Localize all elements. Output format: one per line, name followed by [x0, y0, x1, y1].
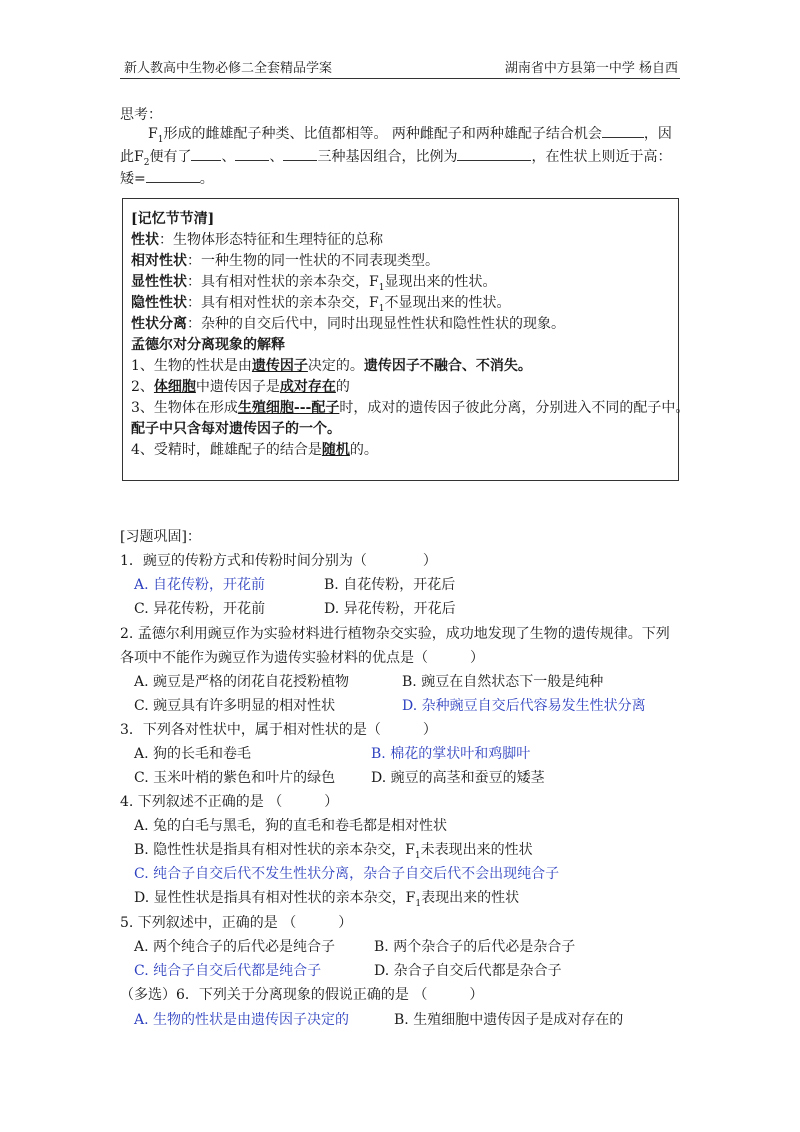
mendel-point-2: 2、体细胞中遗传因子是成对存在的 — [131, 379, 350, 395]
mendel-point-3: 3、生物体在形成生殖细胞---配子时，成对的遗传因子彼此分离，分别进入不同的配子中。 — [131, 400, 690, 416]
question-1: 1．豌豆的传粉方式和传粉时间分别为（ ） — [120, 553, 437, 569]
q2-option-d[interactable]: D. 杂种豌豆自交后代容易发生性状分离 — [402, 698, 646, 714]
think-line-3: 矮= 。 — [120, 167, 214, 188]
think-line-2: 此$F_2$便有了 、 、 三种基因组合，比例为 ，在性状上则近于高： — [120, 145, 671, 168]
question-2-line-2: 各项中不能作为豌豆作为遗传实验材料的优点是（ ） — [120, 650, 484, 666]
blank-5[interactable] — [457, 145, 531, 161]
blank-2[interactable] — [191, 145, 221, 161]
memory-title: [记忆节节清] — [131, 211, 215, 227]
memory-item-segregation: 性状分离：杂种的自交后代中，同时出现显性性状和隐性性状的现象。 — [131, 316, 565, 332]
q4-option-a[interactable]: A. 兔的白毛与黑毛，狗的直毛和卷毛都是相对性状 — [134, 818, 448, 834]
q5-option-a[interactable]: A. 两个纯合子的后代必是纯合子 — [134, 939, 336, 955]
q5-option-b[interactable]: B. 两个杂合子的后代必是杂合子 — [374, 939, 576, 955]
q2-option-c[interactable]: C. 豌豆具有许多明显的相对性状 — [134, 698, 336, 714]
question-4: 4. 下列叙述不正确的是 （ ） — [120, 794, 339, 810]
q2-option-b[interactable]: B. 豌豆在自然状态下一般是纯种 — [402, 674, 604, 690]
header-left-title: 新人教高中生物必修二全套精品学案 — [124, 61, 333, 76]
question-2-line-1: 2. 孟德尔利用豌豆作为实验材料进行植物杂交实验，成功地发现了生物的遗传规律。下列 — [120, 626, 670, 642]
header-right-school: 湖南省中方县第一中学 杨自西 — [504, 61, 678, 76]
q1-option-d[interactable]: D. 异花传粉，开花后 — [324, 601, 456, 617]
q2-option-a[interactable]: A. 豌豆是严格的闭花自花授粉植物 — [134, 674, 350, 690]
q4-option-b[interactable]: B. 隐性性状是指具有相对性状的亲本杂交，$F_1$未表现出来的性状 — [134, 842, 533, 861]
blank-3[interactable] — [235, 145, 269, 161]
q3-option-b[interactable]: B. 棉花的掌状叶和鸡脚叶 — [371, 746, 531, 762]
blank-6[interactable] — [146, 167, 200, 183]
mendel-point-3-bold: 配子中只含每对遗传因子的一个。 — [131, 421, 341, 437]
think-title: 思考： — [120, 107, 162, 123]
q3-option-a[interactable]: A. 狗的长毛和卷毛 — [134, 746, 252, 762]
q3-option-d[interactable]: D. 豌豆的高茎和蚕豆的矮茎 — [371, 770, 545, 786]
blank-4[interactable] — [283, 145, 317, 161]
question-5: 5. 下列叙述中，正确的是 （ ） — [120, 915, 353, 931]
mendel-point-4: 4、受精时，雌雄配子的结合是随机的。 — [131, 442, 378, 458]
memory-item-trait: 性状：生物体形态特征和生理特征的总称 — [131, 232, 383, 248]
q6-option-b[interactable]: B. 生殖细胞中遗传因子是成对存在的 — [394, 1012, 624, 1028]
q4-option-c[interactable]: C. 纯合子自交后代不发生性状分离，杂合子自交后代不会出现纯合子 — [134, 866, 560, 882]
q5-option-c[interactable]: C. 纯合子自交后代都是纯合子 — [134, 963, 322, 979]
think-line-1: $F_1$形成的雌雄配子种类、比值都相等。 两种雌配子和两种雄配子结合机会 ，因 — [148, 122, 672, 145]
mendel-point-1: 1、生物的性状是由遗传因子决定的。遗传因子不融合、不消失。 — [131, 358, 532, 374]
q5-option-d[interactable]: D. 杂合子自交后代都是杂合子 — [374, 963, 562, 979]
blank-1[interactable] — [602, 122, 644, 138]
memory-item-recessive: 隐性性状：具有相对性状的亲本杂交，$F_1$不显现出来的性状。 — [131, 295, 511, 314]
q4-option-d[interactable]: D. 显性性状是指具有相对性状的亲本杂交，$F_1$表现出来的性状 — [134, 890, 520, 909]
memory-item-relative-trait: 相对性状：一种生物的同一性状的不同表现类型。 — [131, 253, 439, 269]
q1-option-c[interactable]: C. 异花传粉，开花前 — [134, 601, 266, 617]
question-3: 3．下列各对性状中，属于相对性状的是（ ） — [120, 722, 437, 738]
q3-option-c[interactable]: C. 玉米叶梢的紫色和叶片的绿色 — [134, 770, 336, 786]
exercise-title: [习题巩固]： — [120, 529, 201, 545]
question-6: （多选）6．下列关于分离现象的假说正确的是 （ ） — [120, 987, 484, 1003]
q6-option-a[interactable]: A. 生物的性状是由遗传因子决定的 — [134, 1012, 350, 1028]
q1-option-a[interactable]: A. 自花传粉，开花前 — [134, 577, 266, 593]
header-divider — [120, 78, 680, 79]
q1-option-b[interactable]: B. 自花传粉，开花后 — [324, 577, 456, 593]
memory-item-dominant: 显性性状：具有相对性状的亲本杂交，$F_1$显现出来的性状。 — [131, 274, 497, 293]
mendel-title: 孟德尔对分离现象的解释 — [131, 337, 285, 353]
